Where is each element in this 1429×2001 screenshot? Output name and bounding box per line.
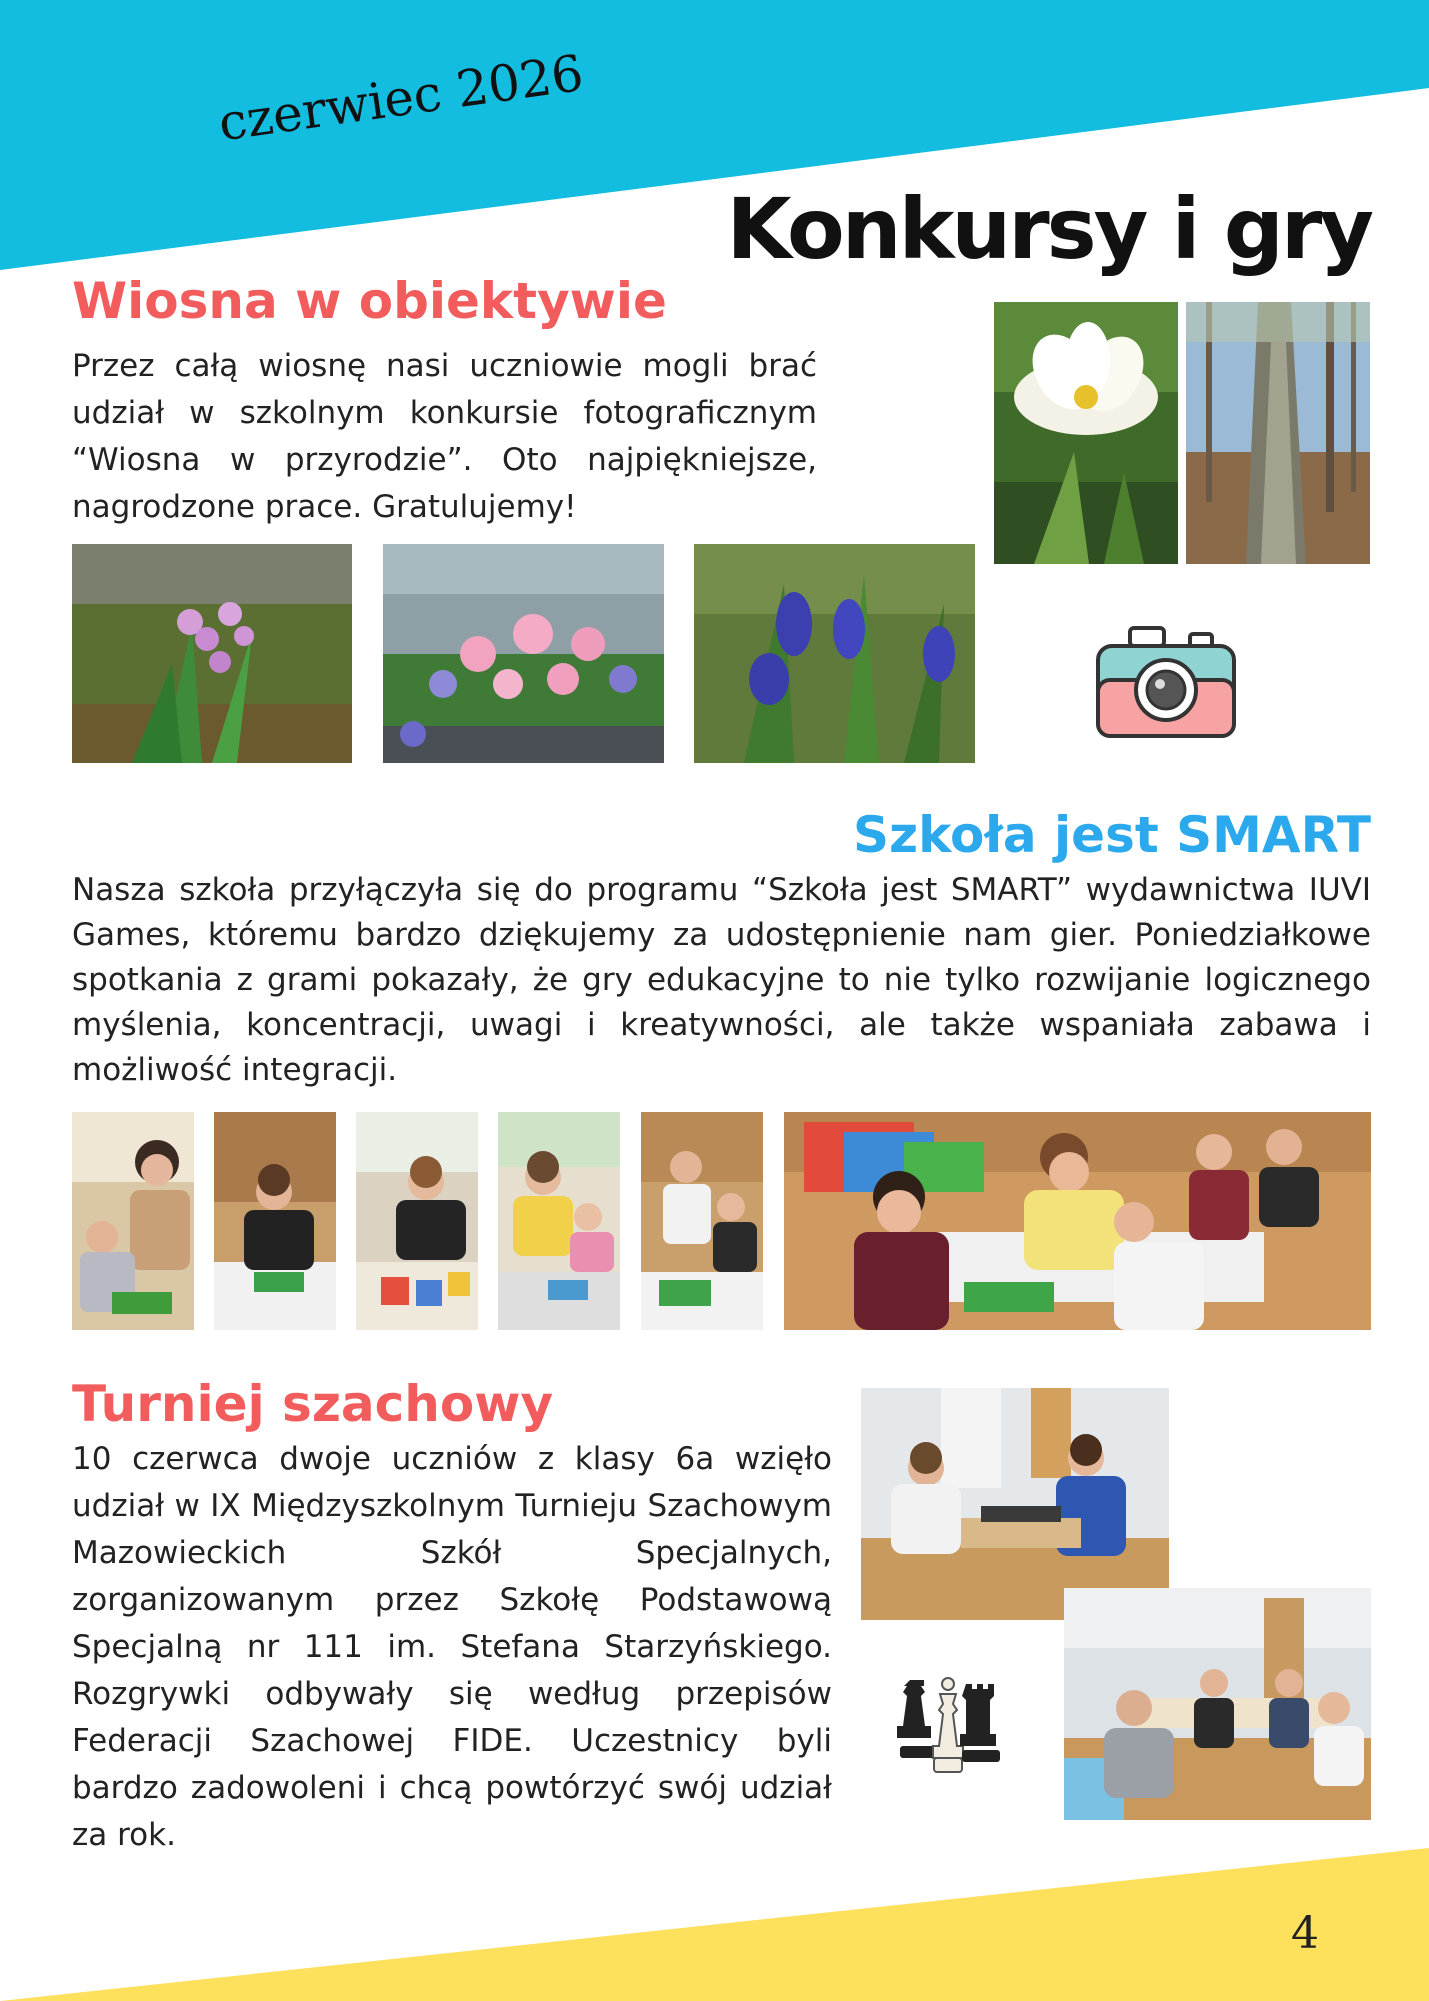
smart-text: Nasza szkoła przyłączyła się do programu “Szkoła jest SMART” wydawnictwa IUVI Games, któremu bardzo dziękujemy za udostępnienie nam gier. Poniedziałkowe spotkania z grami pokazały, że gry edukacyjne to nie tylko rozwijanie logicznego myślenia, koncentracji, uwagi i kreatywności, ale także wspaniała zabawa i możliwość integracji. — [72, 872, 1371, 1088]
photo-chess-hall — [1064, 1588, 1371, 1820]
photo-smart-2 — [214, 1112, 336, 1330]
photo-white-tulip — [994, 302, 1178, 564]
issue-date: czerwiec 2026 — [215, 43, 587, 153]
page-number: 4 — [1291, 1908, 1319, 1959]
photo-chess-match — [861, 1388, 1169, 1620]
photo-contest-text: Przez całą wiosnę nasi uczniowie mogli brać udział w szkolnym konkursie fotograficznym “Wiosna w przyrodzie”. Oto najpiękniejsze, nagrodzone prace. Gratulujemy! — [72, 348, 817, 525]
camera-icon — [1092, 622, 1240, 744]
chess-pieces-icon — [896, 1672, 1000, 1784]
photo-smart-1 — [72, 1112, 194, 1330]
chess-heading: Turniej szachowy — [72, 1375, 554, 1433]
photo-smart-3 — [356, 1112, 478, 1330]
photo-muscari — [694, 544, 975, 763]
page-title: Konkursy i gry — [726, 180, 1371, 278]
photo-smart-5 — [641, 1112, 763, 1330]
photo-smart-group — [784, 1112, 1371, 1330]
chess-text: 10 czerwca dwoje uczniów z klasy 6a wzięło udział w IX Międzyszkolnym Turnieju Szachowym Mazowieckich Szkół Specjalnych, zorganizowanym przez Szkołę Podstawową Specjalną nr 111 im. Stefana Starzyńskiego. Rozgrywki odbywały się według przepisów Federacji Szachowej FIDE. Uczestnicy byli bardzo zadowoleni i chcą powtórzyć swój udział za rok. — [72, 1441, 832, 1853]
smart-heading: Szkoła jest SMART — [852, 806, 1371, 864]
photo-forest-tree — [1186, 302, 1370, 564]
photo-hyacinth — [72, 544, 352, 763]
photo-smart-4 — [498, 1112, 620, 1330]
photo-contest-heading: Wiosna w obiektywie — [72, 272, 667, 330]
photo-daisies — [383, 544, 664, 763]
